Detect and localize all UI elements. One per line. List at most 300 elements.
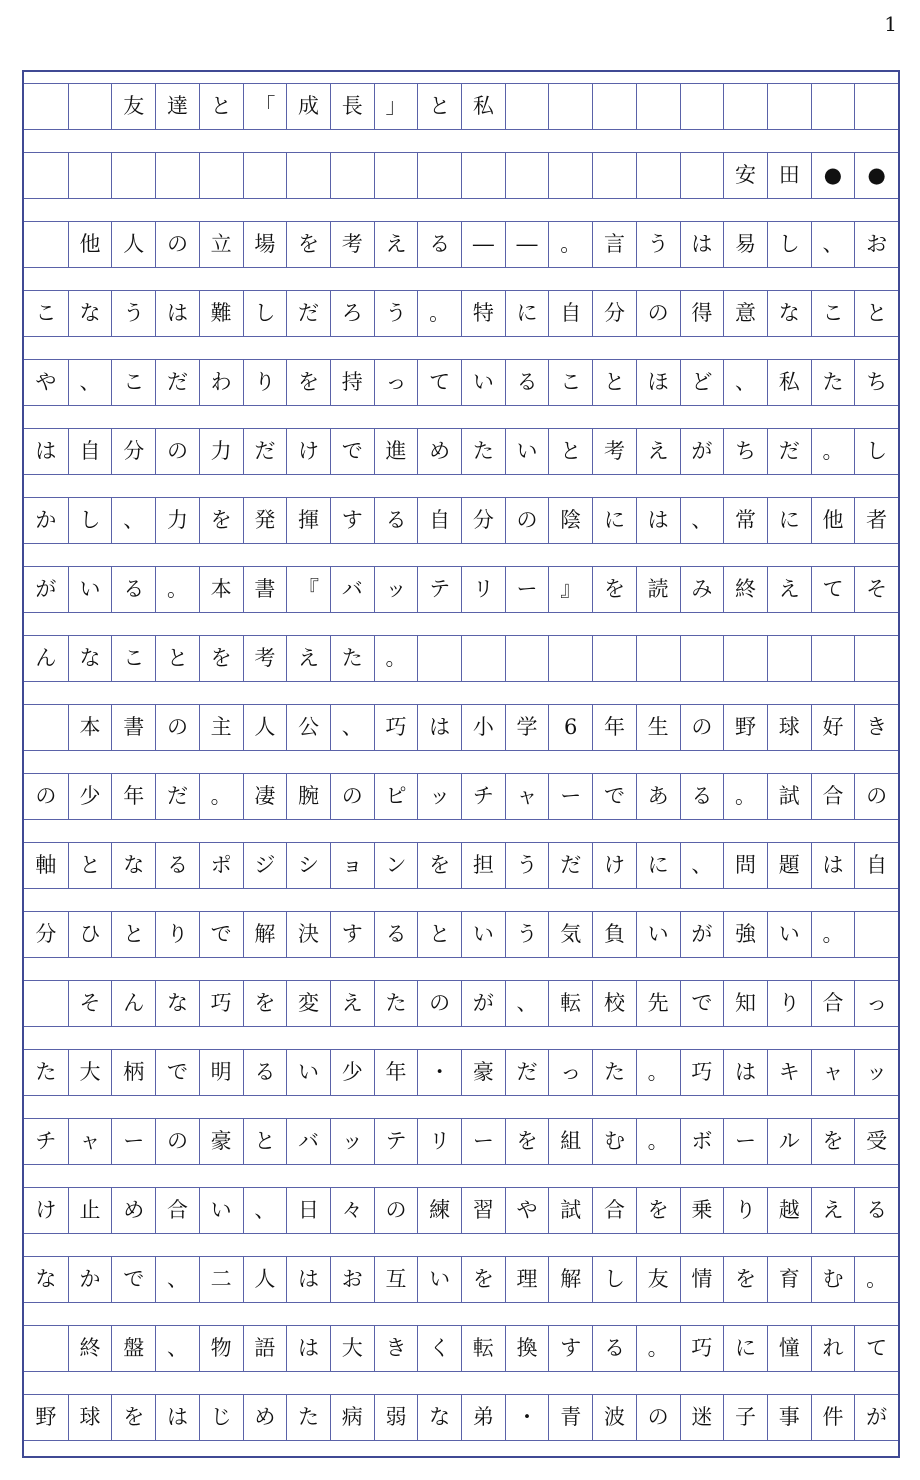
grid-cell: [723, 84, 767, 129]
grid-cell: を: [461, 1257, 505, 1302]
grid-cell: い: [767, 912, 811, 957]
grid-cell: [286, 153, 330, 198]
grid-cell: 々: [330, 1188, 374, 1233]
row-gap: [24, 1164, 898, 1188]
grid-cell: と: [111, 912, 155, 957]
grid-cell: と: [592, 360, 636, 405]
grid-cell: 育: [767, 1257, 811, 1302]
grid-cell: 他: [68, 222, 112, 267]
grid-cell: 者: [854, 498, 898, 543]
row-gap: [24, 543, 898, 567]
grid-cell: む: [592, 1119, 636, 1164]
grid-cell: な: [111, 843, 155, 888]
manuscript-row: [24, 705, 898, 750]
grid-cell: シ: [286, 843, 330, 888]
grid-cell: 習: [461, 1188, 505, 1233]
grid-cell: [636, 153, 680, 198]
grid-cell: て: [811, 567, 855, 612]
grid-cell: の: [35, 784, 57, 808]
grid-cell: キ: [767, 1050, 811, 1095]
grid-cell: 他: [811, 498, 855, 543]
grid-cell: 『: [286, 567, 330, 612]
grid-cell: 巧: [199, 981, 243, 1026]
grid-cell: 知: [723, 981, 767, 1026]
grid-cell: 』: [548, 567, 592, 612]
grid-cell: そ: [68, 981, 112, 1026]
grid-cell: る: [505, 360, 549, 405]
grid-cell: の: [374, 1188, 418, 1233]
grid-cell: と: [243, 1119, 287, 1164]
grid-cell: ョ: [330, 843, 374, 888]
grid-cell: 、: [155, 1257, 199, 1302]
grid-cell: 合: [155, 1188, 199, 1233]
grid-cell: た: [330, 636, 374, 681]
grid-cell: う: [636, 222, 680, 267]
grid-cell: と: [854, 291, 898, 336]
grid-cell: [592, 153, 636, 198]
grid-cell: テ: [417, 567, 461, 612]
grid-cell: 考: [243, 636, 287, 681]
grid-cell: で: [111, 1257, 155, 1302]
grid-cell: 組: [548, 1119, 592, 1164]
grid-cell: で: [680, 981, 724, 1026]
grid-cell: 乗: [680, 1188, 724, 1233]
grid-cell: の: [155, 705, 199, 750]
grid-cell: 情: [680, 1257, 724, 1302]
grid-cell: 互: [374, 1257, 418, 1302]
grid-cell: [330, 153, 374, 198]
grid-cell: 憧: [767, 1326, 811, 1371]
grid-cell: い: [417, 1257, 461, 1302]
grid-cell: 。: [374, 636, 418, 681]
grid-cell: を: [111, 1395, 155, 1440]
grid-cell: 巧: [374, 705, 418, 750]
grid-cell: リ: [417, 1119, 461, 1164]
grid-cell: 田: [767, 153, 811, 198]
grid-cell: ッ: [417, 774, 461, 819]
grid-cell: ー: [723, 1119, 767, 1164]
grid-cell: 弱: [374, 1395, 418, 1440]
grid-cell: ち: [723, 429, 767, 474]
grid-cell: 負: [592, 912, 636, 957]
grid-cell: ャ: [505, 774, 549, 819]
grid-cell: の: [417, 981, 461, 1026]
grid-cell: 人: [111, 222, 155, 267]
grid-cell: を: [505, 1119, 549, 1164]
grid-cell: し: [592, 1257, 636, 1302]
grid-cell: [505, 153, 549, 198]
grid-cell: 子: [723, 1395, 767, 1440]
grid-cell: [811, 84, 855, 129]
grid-cell: だ: [767, 429, 811, 474]
grid-cell: で: [155, 1050, 199, 1095]
grid-cell: 力: [155, 498, 199, 543]
grid-cell: は: [636, 498, 680, 543]
row-gap: [24, 888, 898, 912]
grid-cell: す: [548, 1326, 592, 1371]
grid-cell: 。: [854, 1257, 898, 1302]
grid-cell: ど: [680, 360, 724, 405]
grid-cell: が: [461, 981, 505, 1026]
grid-cell: 易: [723, 222, 767, 267]
grid-cell: は: [286, 1257, 330, 1302]
grid-cell: る: [111, 567, 155, 612]
grid-cell: ほ: [636, 360, 680, 405]
manuscript-row: [24, 843, 898, 888]
grid-cell: う: [111, 291, 155, 336]
grid-cell: む: [811, 1257, 855, 1302]
grid-cell: [24, 84, 68, 129]
grid-cell: り: [243, 360, 287, 405]
grid-cell: の: [155, 1119, 199, 1164]
grid-cell: れ: [811, 1326, 855, 1371]
grid-cell: 得: [680, 291, 724, 336]
grid-cell: は: [286, 1326, 330, 1371]
grid-cell: 病: [330, 1395, 374, 1440]
grid-cell: 本: [199, 567, 243, 612]
grid-cell: を: [723, 1257, 767, 1302]
grid-cell: い: [636, 912, 680, 957]
grid-cell: な: [35, 1267, 57, 1291]
grid-cell: な: [417, 1395, 461, 1440]
grid-cell: し: [854, 429, 898, 474]
grid-cell: 自: [68, 429, 112, 474]
grid-cell: 学: [505, 705, 549, 750]
grid-cell: 合: [811, 774, 855, 819]
grid-cell: は: [723, 1050, 767, 1095]
grid-cell: な: [767, 291, 811, 336]
grid-cell: ジ: [243, 843, 287, 888]
grid-cell: る: [592, 1326, 636, 1371]
grid-cell: 書: [243, 567, 287, 612]
grid-cell: 陰: [548, 498, 592, 543]
grid-cell: 題: [767, 843, 811, 888]
grid-cell: 強: [723, 912, 767, 957]
manuscript-row: [24, 567, 898, 612]
grid-cell: 、: [680, 843, 724, 888]
grid-cell: の: [636, 291, 680, 336]
grid-cell: 物: [199, 1326, 243, 1371]
grid-cell: う: [505, 843, 549, 888]
grid-cell: ん: [111, 981, 155, 1026]
grid-cell: 明: [199, 1050, 243, 1095]
grid-cell: [548, 153, 592, 198]
grid-cell: て: [854, 1326, 898, 1371]
grid-cell: 、: [680, 498, 724, 543]
grid-cell: [767, 84, 811, 129]
row-gap: [24, 1440, 898, 1452]
grid-cell: 語: [243, 1326, 287, 1371]
grid-cell: 柄: [111, 1050, 155, 1095]
grid-cell: は: [35, 439, 57, 463]
grid-cell: 長: [330, 84, 374, 129]
grid-cell: け: [286, 429, 330, 474]
grid-cell: 野: [35, 1405, 57, 1429]
grid-cell: で: [592, 774, 636, 819]
row-gap: [24, 72, 898, 84]
grid-cell: い: [199, 1188, 243, 1233]
grid-cell: 年: [374, 1050, 418, 1095]
manuscript-row: [24, 360, 898, 405]
row-gap: [24, 1371, 898, 1395]
manuscript-row: [24, 1188, 898, 1233]
grid-cell: 難: [199, 291, 243, 336]
grid-cell: る: [417, 222, 461, 267]
grid-cell: る: [155, 843, 199, 888]
grid-cell: こ: [111, 360, 155, 405]
grid-cell: だ: [243, 429, 287, 474]
grid-cell: 好: [811, 705, 855, 750]
grid-cell: 自: [854, 843, 898, 888]
grid-cell: 主: [199, 705, 243, 750]
grid-cell: 軸: [35, 853, 57, 877]
grid-cell: 言: [592, 222, 636, 267]
grid-cell: 越: [767, 1188, 811, 1233]
grid-cell: め: [111, 1188, 155, 1233]
manuscript-row: [24, 1326, 898, 1371]
row-gap: [24, 957, 898, 981]
grid-cell: [24, 222, 68, 267]
grid-cell: を: [243, 981, 287, 1026]
grid-cell: す: [330, 912, 374, 957]
grid-cell: と: [199, 84, 243, 129]
grid-cell: 私: [461, 84, 505, 129]
grid-cell: ー: [111, 1119, 155, 1164]
grid-cell: こ: [548, 360, 592, 405]
grid-cell: ●: [811, 153, 855, 198]
grid-cell: 小: [461, 705, 505, 750]
grid-cell: 少: [68, 774, 112, 819]
grid-cell: た: [374, 981, 418, 1026]
grid-cell: た: [286, 1395, 330, 1440]
grid-cell: た: [35, 1060, 57, 1084]
grid-cell: を: [199, 498, 243, 543]
grid-cell: し: [243, 291, 287, 336]
grid-cell: 友: [111, 84, 155, 129]
manuscript-row: [24, 1257, 898, 1302]
grid-cell: 自: [548, 291, 592, 336]
grid-cell: 、: [68, 360, 112, 405]
grid-cell: [417, 636, 461, 681]
manuscript-row: [24, 429, 898, 474]
grid-cell: め: [243, 1395, 287, 1440]
grid-cell: を: [811, 1119, 855, 1164]
manuscript-row: [24, 912, 898, 957]
grid-cell: く: [417, 1326, 461, 1371]
grid-cell: 達: [155, 84, 199, 129]
grid-cell: [723, 636, 767, 681]
grid-cell: ー: [461, 1119, 505, 1164]
grid-cell: ち: [854, 360, 898, 405]
grid-cell: 発: [243, 498, 287, 543]
grid-cell: ー: [548, 774, 592, 819]
grid-cell: 立: [199, 222, 243, 267]
grid-cell: 。: [636, 1119, 680, 1164]
grid-cell: り: [767, 981, 811, 1026]
row-gap: [24, 474, 898, 498]
grid-cell: を: [417, 843, 461, 888]
grid-cell: 生: [636, 705, 680, 750]
grid-cell: の: [330, 774, 374, 819]
grid-cell: に: [767, 498, 811, 543]
grid-cell: は: [417, 705, 461, 750]
grid-cell: 公: [286, 705, 330, 750]
grid-cell: っ: [548, 1050, 592, 1095]
manuscript-row: [24, 498, 898, 543]
manuscript-sheet: [22, 70, 900, 1458]
grid-cell: 6: [548, 705, 592, 750]
grid-cell: 盤: [111, 1326, 155, 1371]
grid-cell: ●: [854, 153, 898, 198]
grid-cell: に: [636, 843, 680, 888]
grid-cell: ・: [417, 1050, 461, 1095]
grid-cell: を: [199, 636, 243, 681]
grid-cell: [548, 84, 592, 129]
grid-cell: ン: [374, 843, 418, 888]
grid-cell: の: [680, 705, 724, 750]
grid-cell: 。: [636, 1326, 680, 1371]
grid-cell: た: [811, 360, 855, 405]
grid-cell: き: [854, 705, 898, 750]
grid-cell: い: [68, 567, 112, 612]
grid-cell: め: [417, 429, 461, 474]
grid-cell: ャ: [68, 1119, 112, 1164]
grid-cell: 特: [461, 291, 505, 336]
grid-cell: と: [417, 84, 461, 129]
manuscript-row: [24, 981, 898, 1026]
grid-cell: 凄: [243, 774, 287, 819]
grid-cell: 決: [286, 912, 330, 957]
grid-cell: [24, 981, 68, 1026]
grid-cell: 腕: [286, 774, 330, 819]
grid-cell: ッ: [854, 1050, 898, 1095]
grid-cell: [767, 636, 811, 681]
grid-cell: 豪: [199, 1119, 243, 1164]
grid-cell: こ: [111, 636, 155, 681]
grid-cell: で: [199, 912, 243, 957]
row-gap: [24, 336, 898, 360]
grid-cell: る: [854, 1188, 898, 1233]
grid-cell: 分: [111, 429, 155, 474]
grid-cell: え: [811, 1188, 855, 1233]
grid-cell: と: [548, 429, 592, 474]
grid-cell: 終: [723, 567, 767, 612]
grid-cell: や: [505, 1188, 549, 1233]
grid-cell: に: [592, 498, 636, 543]
grid-cell: 解: [548, 1257, 592, 1302]
manuscript-row: [24, 1119, 898, 1164]
row-gap: [24, 1233, 898, 1257]
grid-cell: [111, 153, 155, 198]
grid-cell: ひ: [68, 912, 112, 957]
grid-cell: 考: [330, 222, 374, 267]
grid-cell: と: [417, 912, 461, 957]
grid-cell: の: [505, 498, 549, 543]
grid-cell: お: [854, 222, 898, 267]
grid-cell: は: [155, 1395, 199, 1440]
grid-cell: 理: [505, 1257, 549, 1302]
grid-cell: み: [680, 567, 724, 612]
grid-cell: 。: [548, 222, 592, 267]
grid-cell: 、: [155, 1326, 199, 1371]
grid-cell: 迷: [680, 1395, 724, 1440]
grid-cell: だ: [548, 843, 592, 888]
grid-cell: [636, 84, 680, 129]
grid-cell: い: [286, 1050, 330, 1095]
grid-cell: て: [417, 360, 461, 405]
grid-cell: け: [35, 1198, 57, 1222]
grid-cell: に: [505, 291, 549, 336]
grid-cell: チ: [461, 774, 505, 819]
grid-cell: で: [330, 429, 374, 474]
grid-cell: 先: [636, 981, 680, 1026]
grid-cell: は: [680, 222, 724, 267]
grid-cell: な: [68, 636, 112, 681]
grid-cell: 。: [811, 912, 855, 957]
grid-cell: ・: [505, 1395, 549, 1440]
manuscript-row: [24, 222, 898, 267]
grid-cell: 弟: [461, 1395, 505, 1440]
grid-cell: が: [854, 1395, 898, 1440]
grid-cell: の: [155, 222, 199, 267]
row-gap: [24, 819, 898, 843]
grid-cell: こ: [811, 291, 855, 336]
grid-cell: [680, 636, 724, 681]
grid-cell: [505, 636, 549, 681]
grid-cell: 友: [636, 1257, 680, 1302]
grid-cell: 考: [592, 429, 636, 474]
grid-cell: 球: [767, 705, 811, 750]
grid-cell: だ: [155, 360, 199, 405]
grid-cell: ん: [35, 646, 57, 670]
grid-cell: 分: [35, 922, 57, 946]
grid-cell: [854, 636, 898, 681]
grid-cell: こ: [35, 301, 57, 325]
grid-cell: [68, 153, 112, 198]
grid-cell: ッ: [374, 567, 418, 612]
grid-cell: ャ: [811, 1050, 855, 1095]
grid-cell: 。: [155, 567, 199, 612]
grid-cell: だ: [505, 1050, 549, 1095]
grid-cell: は: [155, 291, 199, 336]
grid-cell: 「: [243, 84, 287, 129]
grid-cell: は: [811, 843, 855, 888]
grid-cell: え: [286, 636, 330, 681]
grid-cell: る: [680, 774, 724, 819]
grid-cell: と: [155, 636, 199, 681]
row-gap: [24, 681, 898, 705]
grid-cell: チ: [35, 1129, 57, 1153]
grid-cell: し: [68, 498, 112, 543]
grid-cell: 場: [243, 222, 287, 267]
grid-cell: か: [68, 1257, 112, 1302]
grid-cell: の: [636, 1395, 680, 1440]
grid-cell: 人: [243, 1257, 287, 1302]
row-gap: [24, 405, 898, 429]
grid-cell: 、: [330, 705, 374, 750]
grid-cell: な: [68, 291, 112, 336]
grid-cell: 事: [767, 1395, 811, 1440]
grid-cell: 球: [68, 1395, 112, 1440]
grid-cell: そ: [854, 567, 898, 612]
grid-cell: き: [374, 1326, 418, 1371]
grid-cell: し: [767, 222, 811, 267]
grid-cell: 成: [286, 84, 330, 129]
grid-cell: 試: [767, 774, 811, 819]
grid-cell: 分: [461, 498, 505, 543]
grid-cell: す: [330, 498, 374, 543]
grid-cell: ッ: [330, 1119, 374, 1164]
